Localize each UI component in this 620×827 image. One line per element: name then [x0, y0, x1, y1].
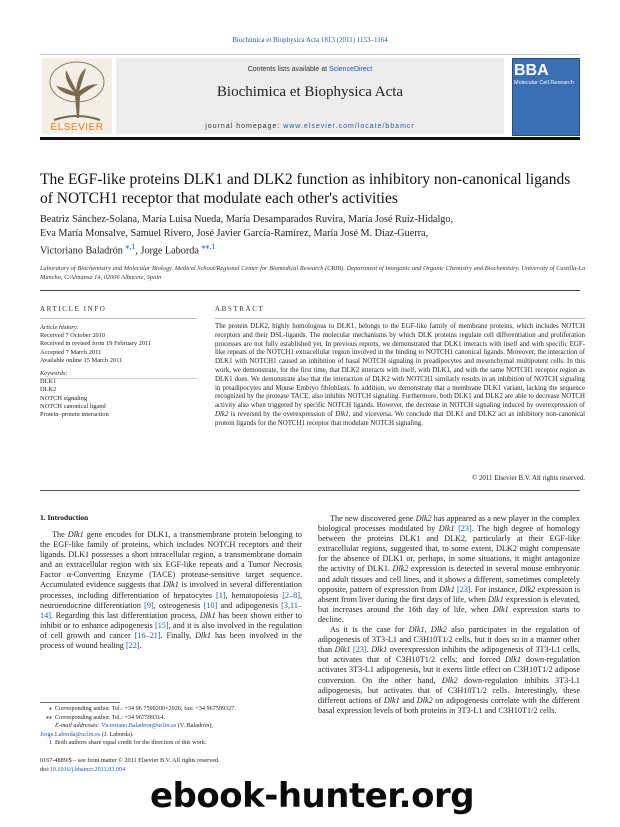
article-info-divider	[40, 318, 197, 319]
contents-available-line: Contents lists available at ScienceDirect	[247, 66, 373, 73]
keyword: Protein–protein interaction	[40, 411, 109, 419]
front-matter	[40, 757, 302, 774]
journal-reference[interactable]: Biochimica et Biophysica Acta 1813 (2011) 1153–1164	[232, 36, 388, 44]
history-item: Accepted 7 March 2011	[40, 348, 102, 356]
citation-link[interactable]: [22]	[125, 641, 140, 651]
authors-line: Eva María Monsalve, Samuel Rivero, José Javier García-Ramírez, María José M. Díaz-Guerra,	[40, 227, 429, 239]
citation-link[interactable]: [23]	[458, 524, 472, 534]
journal-title: Biochimica et Biophysica Acta	[216, 84, 404, 100]
footnote-divider	[40, 702, 120, 703]
authors-line: Beatriz Sánchez-Solana, María Luisa Nueda, María Desamparados Ruvira, María José Ruiz-Hidalgo,	[40, 214, 454, 225]
keywords-divider	[40, 378, 197, 379]
email-link[interactable]: Jorge.Laborda@uclm.es	[40, 730, 101, 738]
footnotes	[40, 705, 302, 748]
author-affiliation: Laboratory of Biochemistry and Molecular Biology. Medical School/Regional Center for Biomedical Research (CRIB). Department of Inorganic and Organic Chemistry and Biochemistry. University of Castilla-La Mancha, C/Almansa 14, 02006 Albacete, Spain	[40, 265, 586, 281]
citation-link[interactable]: [3,11–14]	[40, 600, 303, 620]
keyword: DLK2	[40, 386, 57, 394]
abstract-text: The protein DLK2, highly homologous to DLK1, belongs to the EGF-like family of membrane proteins, which includes NOTCH receptors and their DSL-ligands. The molecular mechanisms by which DLK proteins regulate cell differentiation and proliferation processes are not fully established yet. In previous reports, we demonstrated that DLK1 interacts with itself and with specific EGF-like repeats of the NOTCH1 extracellular region involved in the binding to NOTCH1 canonical ligands. Moreover, the interaction of DLK1 with NOTCH1 caused an inhibition of basal NOTCH signaling in preadipocytes and mesenchymal multipotent cells. In this work, we demonstrate, for the first time, that DLK2 interacts with itself, with DLK1, and with the same NOTCH1 receptor region as DLK1 does. We demonstrate also that the interaction of DLK2 with NOTCH1 similarly results in an inhibition of NOTCH signaling in preadipocytes and Mouse Embryo fibloblasts. In addition, we demonstrate that a membrane DLK1 variant, lacking the sequence recognized by the protease TACE, also inhibits NOTCH signaling. Furthermore, both DLK1 and DLK2 are able to decrease NOTCH activity also when triggered by specific NOTCH ligands. However, the decrease in NOTCH signaling induced by overexpression of Dlk2 is reversed by the overexpression of Dlk1, and viceversa. We conclude that DLK1 and DLK2 act as inhibitory non-canonical protein ligands for the NOTCH1 receptor that modulate NOTCH signaling.	[215, 323, 585, 427]
issn-line: 0167-4889/$ – see front matter © 2011 Elsevier B.V. All rights reserved.	[40, 757, 220, 764]
journal-cover-subtitle: Molecular Cell Research	[514, 80, 574, 86]
citation-link[interactable]: [23]	[457, 584, 471, 594]
history-item: Received 7 October 2010	[40, 332, 106, 340]
email-link[interactable]: Victoriano.Baladron@uclm.es	[101, 722, 177, 730]
paragraph: The Dlk1 gene encodes for DLK1, a transmembrane protein belonging to the EGF-like family of proteins, which includes NOTCH receptors and their ligands. DLK1 possesses a short intracellular region, a transmembrane domain and an extracellular region with six EGF-like repeats and a Tumor Necrosis Factor α-Converting Enzyme (TACE) protease-sensitive target sequence. Accumulated evidence suggests that Dlk1 is involved in several differentiation processes, including differentiation of hepatocytes [1], hematopoiesis [2–8], neuroendocrine differentiation [9], osteogenesis [10] and adipogenesis [3,11–14]. Regarding this last differentiation process, Dlk1 has been shown either to inhibit or to enhance adipogenesis [15], and it is also involved in the regulation of cell growth and cancer [16–21]. Finally, Dlk1 has been involved in the process of wound healing [22].	[40, 530, 303, 651]
sciencedirect-link[interactable]: ScienceDirect	[329, 66, 373, 73]
header-divider	[40, 290, 580, 291]
elsevier-wordmark: ELSEVIER	[50, 122, 104, 133]
footnote: ⁎ Corresponding author. Tel.: +34 96 7599200×2926; fax: +34 967599327.	[48, 705, 236, 712]
abstract-heading: ABSTRACT	[215, 305, 265, 313]
authors-line: Victoriano Baladrón $^{⁎,1}$, Jorge Laborda $^{⁎⁎,1}$	[40, 242, 216, 257]
citation-link[interactable]: [9]	[144, 600, 154, 610]
article-info-heading: ARTICLE INFO	[40, 305, 107, 313]
article-info	[40, 324, 197, 419]
citation-link[interactable]: [10]	[203, 600, 218, 610]
keyword: NOTCH signaling	[40, 394, 88, 402]
paragraph: The new discovered gene Dlk2 has appeared as a new player in the complex biological processes modulated by Dlk1 [23]. The high degree of homology between the proteins DLK1 and DLK2, particularly at their EGF-like extracellular regions, suggested that, to some extent, DLK2 might compensate for the absence of DLK1 or, perhaps, in some situations, it might antagonize the activity of DLK1. Dlk2 expression is detected in several mouse embryonic and adult tissues and cell lines, and it shows a different, sometimes completely opposite, pattern of expression from Dlk1 [23]. For instance, Dlk2 expression is absent from liver during the first days of life, when Dlk1 expression is elevated, but increases around the 16th day of life, when Dlk1 expression starts to decline.	[318, 514, 581, 624]
citation-link[interactable]: [16–21]	[134, 630, 161, 640]
citation-link[interactable]: [23]	[353, 645, 367, 655]
corresponding-author-mark[interactable]: ⁎⁎,1	[201, 242, 216, 252]
author-list	[40, 213, 590, 258]
footnote: 1 Both authors share equal credit for the direction of this work.	[48, 739, 207, 747]
corresponding-author-mark[interactable]: ⁎,1	[125, 242, 136, 252]
citation-link[interactable]: [1]	[215, 590, 226, 600]
journal-homepage-link[interactable]: www.elsevier.com/locate/bbamcr	[283, 123, 415, 130]
introduction-heading: 1. Introduction	[40, 513, 89, 522]
doi-link[interactable]: 10.1016/j.bbamcr.2011.03.004	[49, 765, 126, 773]
watermark-text: ebook-hunter.org	[150, 776, 475, 816]
article-history-heading: Article history:	[40, 324, 79, 331]
article-title: The EGF-like proteins DLK1 and DLK2 function as inhibitory non-canonical ligands of NOTCH1 receptor that modulate each other's activities	[40, 171, 571, 207]
history-item: Available online 15 March 2011	[40, 356, 123, 364]
doi-line: doi:10.1016/j.bbamcr.2011.03.004	[40, 765, 126, 773]
paragraph: As it is the case for Dlk1, Dlk2 also participates in the regulation of adipogenesis of 3T3-L1 and C3H10T1/2 cells, but it does so in a manner other than Dlk1 [23]. Dlk1 overexpression inhibits the adipogenesis of 3T3-L1 cells, but activates that of C3H10T1/2 cells; and forced Dlk1 down-regulation activates 3T3-L1 adipogenesis, but it exerts little effect on C3H10T1/2 adipose conversion. On the other hand, Dlk2 down-regulation inhibits 3T3-L1 adipogenesis, but activates that of C3H10T1/2 cells. Interestingly, these different actions of Dlk1 and Dlk2 on adipogenesis correlate with the different basal expression levels of both proteins in 3T3-L1 and C3H10T1/2 cells.	[318, 625, 581, 715]
abstract-end-divider	[40, 490, 580, 491]
footnote-emails: E-mail addresses: Victoriano.Baladron@uclm.es (V. Baladrón),	[55, 722, 213, 730]
journal-homepage-line: journal homepage: www.elsevier.com/locate/bbamcr	[205, 123, 415, 130]
footnote: ⁎⁎ Corresponding author. Tel.: +34 967599314.	[45, 713, 166, 721]
citation-link[interactable]: [2–8]	[282, 590, 300, 600]
keyword: DLK1	[40, 378, 57, 386]
abstract-divider	[215, 318, 585, 319]
body-column-left	[40, 530, 302, 651]
citation-link[interactable]: [15]	[154, 620, 169, 630]
footnote-emails: Jorge.Laborda@uclm.es (J. Laborda).	[40, 730, 134, 738]
journal-cover-acronym: BBA	[514, 62, 549, 79]
abstract-copyright: © 2011 Elsevier B.V. All rights reserved.	[472, 475, 585, 482]
keyword: NOTCH canonical ligand	[40, 402, 106, 410]
keywords-heading: Keywords:	[40, 370, 68, 378]
history-item: Received in revised form 19 February 2011	[40, 340, 152, 348]
body-column-right	[318, 514, 580, 716]
